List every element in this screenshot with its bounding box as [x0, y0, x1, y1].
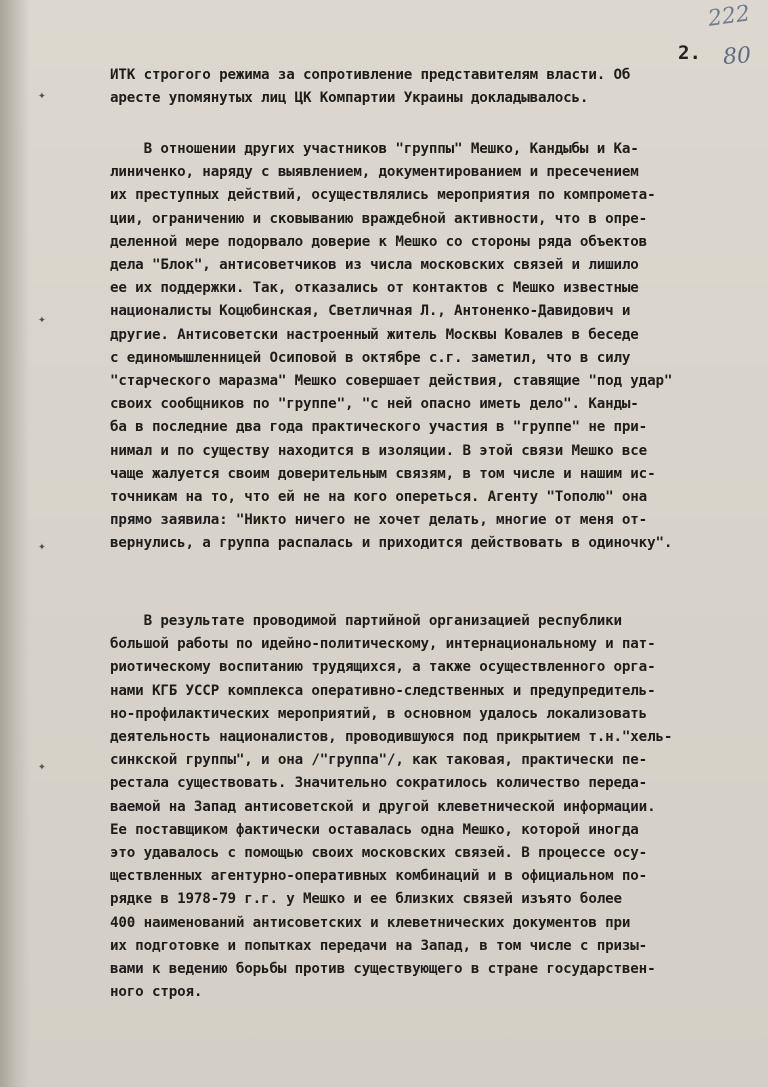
text-line: ба в последние два года практического участия в "группе" не при- — [110, 419, 648, 436]
text-line: ции, ограничению и сковыванию враждебной активности, что в опре- — [110, 210, 648, 227]
text-line: нимал и по существу находится в изоляции. В этой связи Мешко все — [110, 442, 648, 459]
text-line: их преступных действий, осуществлялись мероприятия по компромета- — [110, 187, 656, 204]
text-line: деятельность националистов, проводившуюся под прикрытием т.н."хель- — [110, 729, 673, 746]
text-line: точникам на то, что ей не на кого опереться. Агенту "Тополю" она — [110, 489, 648, 506]
typed-page-number: 2. — [678, 42, 701, 64]
text-line: синкской группы", и она /"группа"/, как таковая, практически пе- — [110, 752, 648, 769]
text-line: Ее поставщиком фактически оставалась одна Мешко, которой иногда — [110, 821, 639, 838]
text-line: 400 наименований антисоветских и клеветнических документов при — [110, 914, 631, 931]
text-line: "старческого маразма" Мешко совершает действия, ставящие "под удар" — [110, 373, 673, 390]
text-line: деленной мере подорвало доверие к Мешко со стороны ряда объектов — [110, 233, 648, 250]
text-line: ваемой на Запад антисоветской и другой клеветнической информации. — [110, 798, 656, 815]
handwritten-archive-number: 222 — [706, 1, 752, 32]
text-line: аресте упомянутых лиц ЦК Компартии Украины докладывалось. — [110, 90, 589, 107]
punch-hole-mark: ✦ — [38, 312, 46, 327]
text-line: другие. Антисоветски настроенный житель Москвы Ковалев в беседе — [110, 326, 639, 343]
paragraph-2 — [110, 138, 760, 556]
text-line: большой работы по идейно-политическому, интернациональному и пат- — [110, 636, 656, 653]
text-line: ее их поддержки. Так, отказались от контактов с Мешко известные — [110, 280, 639, 297]
text-line: вернулись, а группа распалась и приходится действовать в одиночку". — [110, 535, 673, 552]
text-line: В результате проводимой партийной организацией республики — [110, 613, 622, 629]
punch-hole-mark: ✦ — [38, 88, 46, 103]
text-line: прямо заявила: "Никто ничего не хочет делать, многие от меня от- — [110, 512, 648, 529]
handwritten-page-number: 80 — [722, 43, 752, 70]
text-line: но-профилактических мероприятий, в основном удалось локализовать — [110, 705, 648, 722]
text-line: риотическому воспитанию трудящихся, а также осуществленного орга- — [110, 659, 656, 676]
punch-hole-mark: ✦ — [38, 759, 46, 774]
text-line: своих сообщников по "группе", "с ней опасно иметь дело". Канды- — [110, 396, 639, 413]
text-line: с единомышленницей Осиповой в октябре с.г. заметил, что в силу — [110, 349, 631, 366]
text-line: линиченко, наряду с выявлением, документированием и пресечением — [110, 164, 639, 181]
text-line: ществленных агентурно-оперативных комбинаций и в официальном по- — [110, 868, 648, 885]
text-line: нами КГБ УССР комплекса оперативно-следственных и предупредитель- — [110, 682, 656, 699]
text-line: националисты Коцюбинская, Светличная Л., Антоненко-Давидович и — [110, 303, 631, 320]
text-line: это удавалось с помощью своих московских связей. В процессе осу- — [110, 845, 648, 862]
paragraph-3 — [110, 610, 760, 1004]
text-line: дела "Блок", антисоветчиков из числа московских связей и лишило — [110, 257, 639, 274]
text-line: В отношении других участников "группы" Мешко, Кандыбы и Ка- — [110, 141, 639, 157]
text-line: рестала существовать. Значительно сократилось количество переда- — [110, 775, 648, 792]
text-line: рядке в 1978-79 г.г. у Мешко и ее близких связей изъято более — [110, 891, 622, 908]
punch-hole-mark: ✦ — [38, 539, 46, 554]
text-line: ИТК строгого режима за сопротивление представителям власти. Об — [110, 67, 631, 83]
text-line: вами к ведению борьбы против существующего в стране государствен- — [110, 961, 656, 978]
text-line: ного строя. — [110, 984, 203, 1001]
text-line: их подготовке и попытках передачи на Запад, в том числе с призы- — [110, 937, 648, 954]
paragraph-1 — [110, 64, 760, 110]
text-line: чаще жалуется своим доверительным связям, в том числе и нашим ис- — [110, 465, 656, 482]
